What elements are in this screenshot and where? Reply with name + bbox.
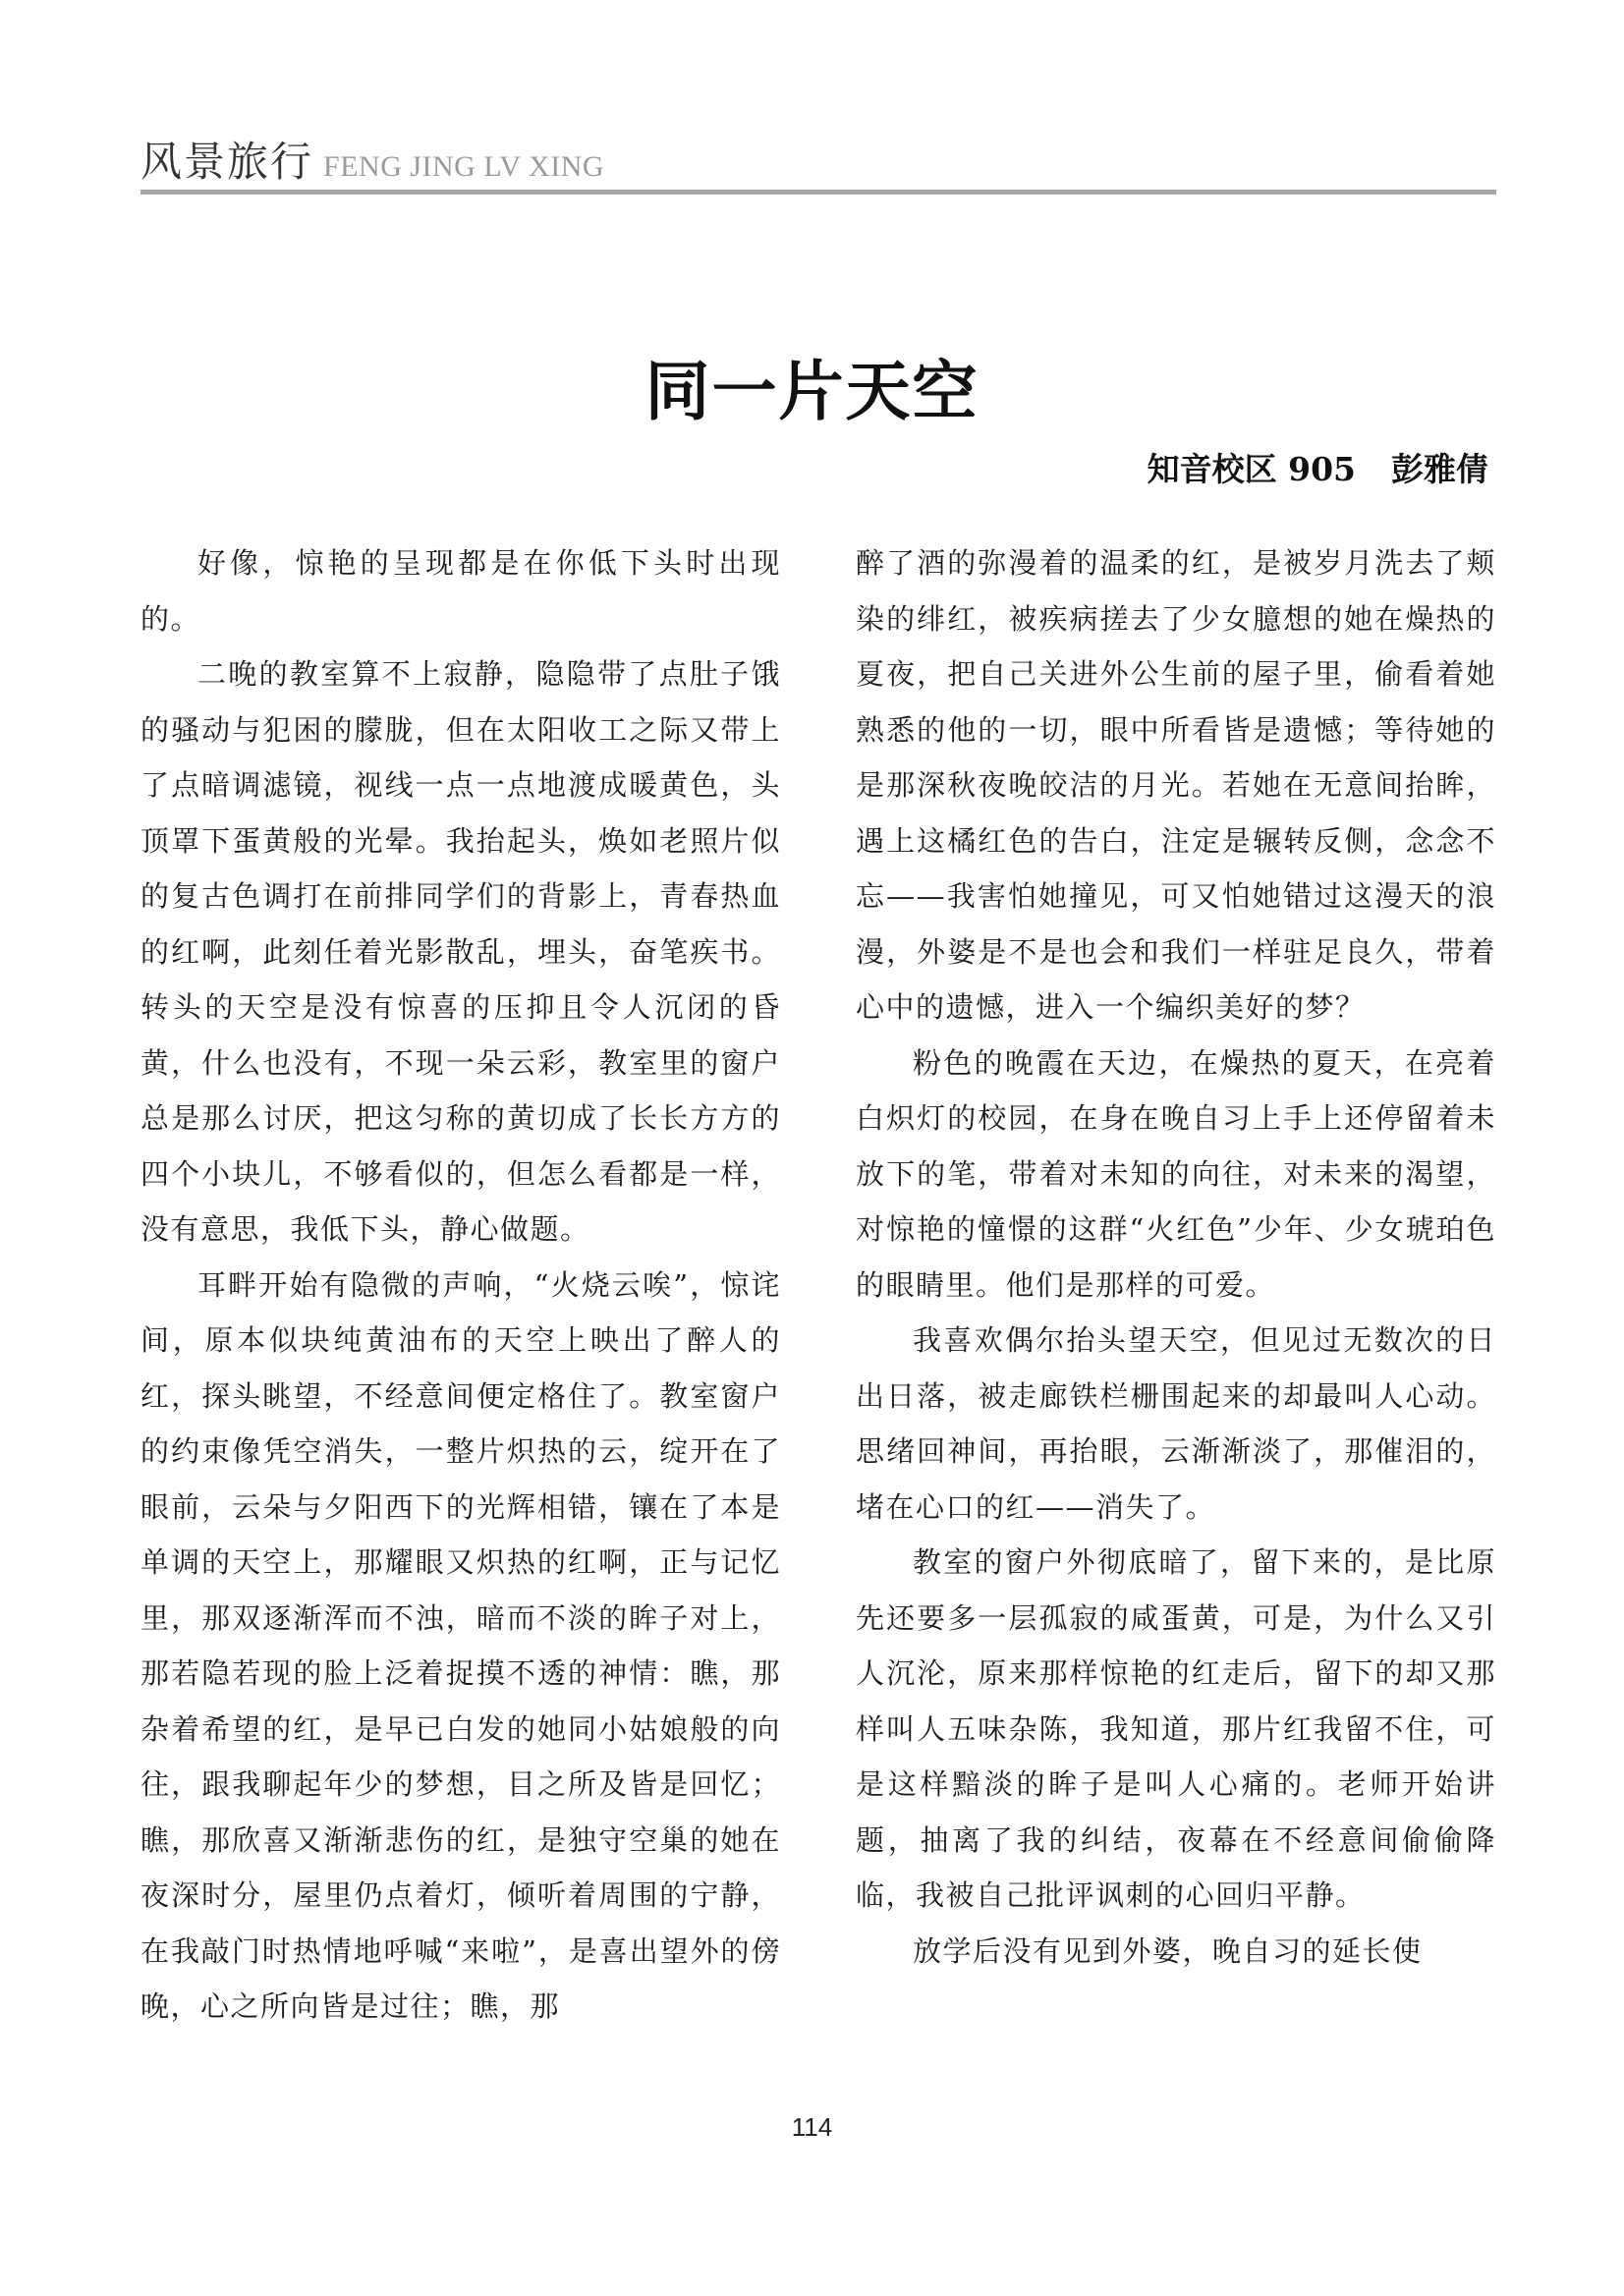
left-column [140,535,781,2035]
paragraph-continuation: 醉了酒的弥漫着的温柔的红，是被岁月洗去了颊染的绯红，被疾病搓去了少女臆想的她在燥热的夏夜，把自己关进外公生前的屋子里，偷看着她熟悉的他的一切，眼中所看皆是遗憾；等待她的是那深秋夜晚皎洁的月光。若她在无意间抬眸，遇上这橘红色的告白，注定是辗转反侧，念念不忘——我害怕她撞见，可又怕她错过这漫天的浪漫，外婆是不是也会和我们一样驻足良久，带着心中的遗憾，进入一个编织美好的梦？ [856,546,1496,1024]
running-header [140,130,1496,189]
paragraph: 好像，惊艳的呈现都是在你低下头时出现的。 [140,546,781,636]
header-divider [140,190,1496,195]
paragraph: 放学后没有见到外婆，晚自习的延长使 [913,1933,1423,1968]
paragraph: 粉色的晚霞在天边，在燥热的夏天，在亮着白炽灯的校园，在身在晚自习上手上还停留着未放下的笔，带着对未知的向往，对未来的渴望，对惊艳的憧憬的这群“火红色”少年、少女琥珀色的眼睛里。他们是那样的可爱。 [856,1045,1496,1302]
paragraph: 二晚的教室算不上寂静，隐隐带了点肚子饿的骚动与犯困的朦胧，但在太阳收工之际又带上了点暗调滤镜，视线一点一点地渡成暖黄色，头顶罩下蛋黄般的光晕。我抬起头，焕如老照片似的复古色调打在前排同学们的背影上，青春热血的红啊，此刻任着光影散乱，埋头，奋笔疾书。转头的天空是没有惊喜的压抑且令人沉闭的昏黄，什么也没有，不现一朵云彩，教室里的窗户总是那么讨厌，把这匀称的黄切成了长长方方的四个小块儿，不够看似的，但怎么看都是一样，没有意思，我低下头，静心做题。 [140,657,781,1246]
author-unit: 知音校区 905 [1147,450,1356,488]
paragraph: 我喜欢偶尔抬头望天空，但见过无数次的日出日落，被走廊铁栏栅围起来的却最叫人心动。思绪回神间，再抬眼，云渐渐淡了，那催泪的，堵在心口的红——消失了。 [856,1323,1496,1524]
section-title-en: FENG JING LV XING [323,150,605,183]
byline [1148,444,1488,490]
page-number: 114 [791,2112,833,2142]
author-name: 彭雅倩 [1391,450,1488,488]
section-title-cn: 风景旅行 [140,138,314,186]
article-title: 同一片天空 [644,354,980,429]
right-column [856,535,1496,1979]
paragraph: 耳畔开始有隐微的声响，“火烧云唉”，惊诧间，原本似块纯黄油布的天空上映出了醉人的红，探头眺望，不经意间便定格住了。教室窗户的约束像凭空消失，一整片炽热的云，绽开在了眼前，云朵与夕阳西下的光辉相错，镶在了本是单调的天空上，那耀眼又炽热的红啊，正与记忆里，那双逐渐浑而不浊，暗而不淡的眸子对上，那若隐若现的脸上泛着捉摸不透的神情：瞧，那杂着希望的红，是早已白发的她同小姑娘般的向往，跟我聊起年少的梦想，目之所及皆是回忆；瞧，那欣喜又渐渐悲伤的红，是独守空巢的她在夜深时分，屋里仍点着灯，倾听着周围的宁静，在我敲门时热情地呼喊“来啦”，是喜出望外的傍晚，心之所向皆是过往；瞧，那 [140,1267,781,2023]
paragraph: 教室的窗户外彻底暗了，留下来的，是比原先还要多一层孤寂的咸蛋黄，可是，为什么又引人沉沦，原来那样惊艳的红走后，留下的却又那样叫人五味杂陈，我知道，那片红我留不住，可是这样黯淡的眸子是叫人心痛的。老师开始讲题，抽离了我的纠结，夜幕在不经意间偷偷降临，我被自己批评讽刺的心回归平静。 [856,1545,1496,1912]
